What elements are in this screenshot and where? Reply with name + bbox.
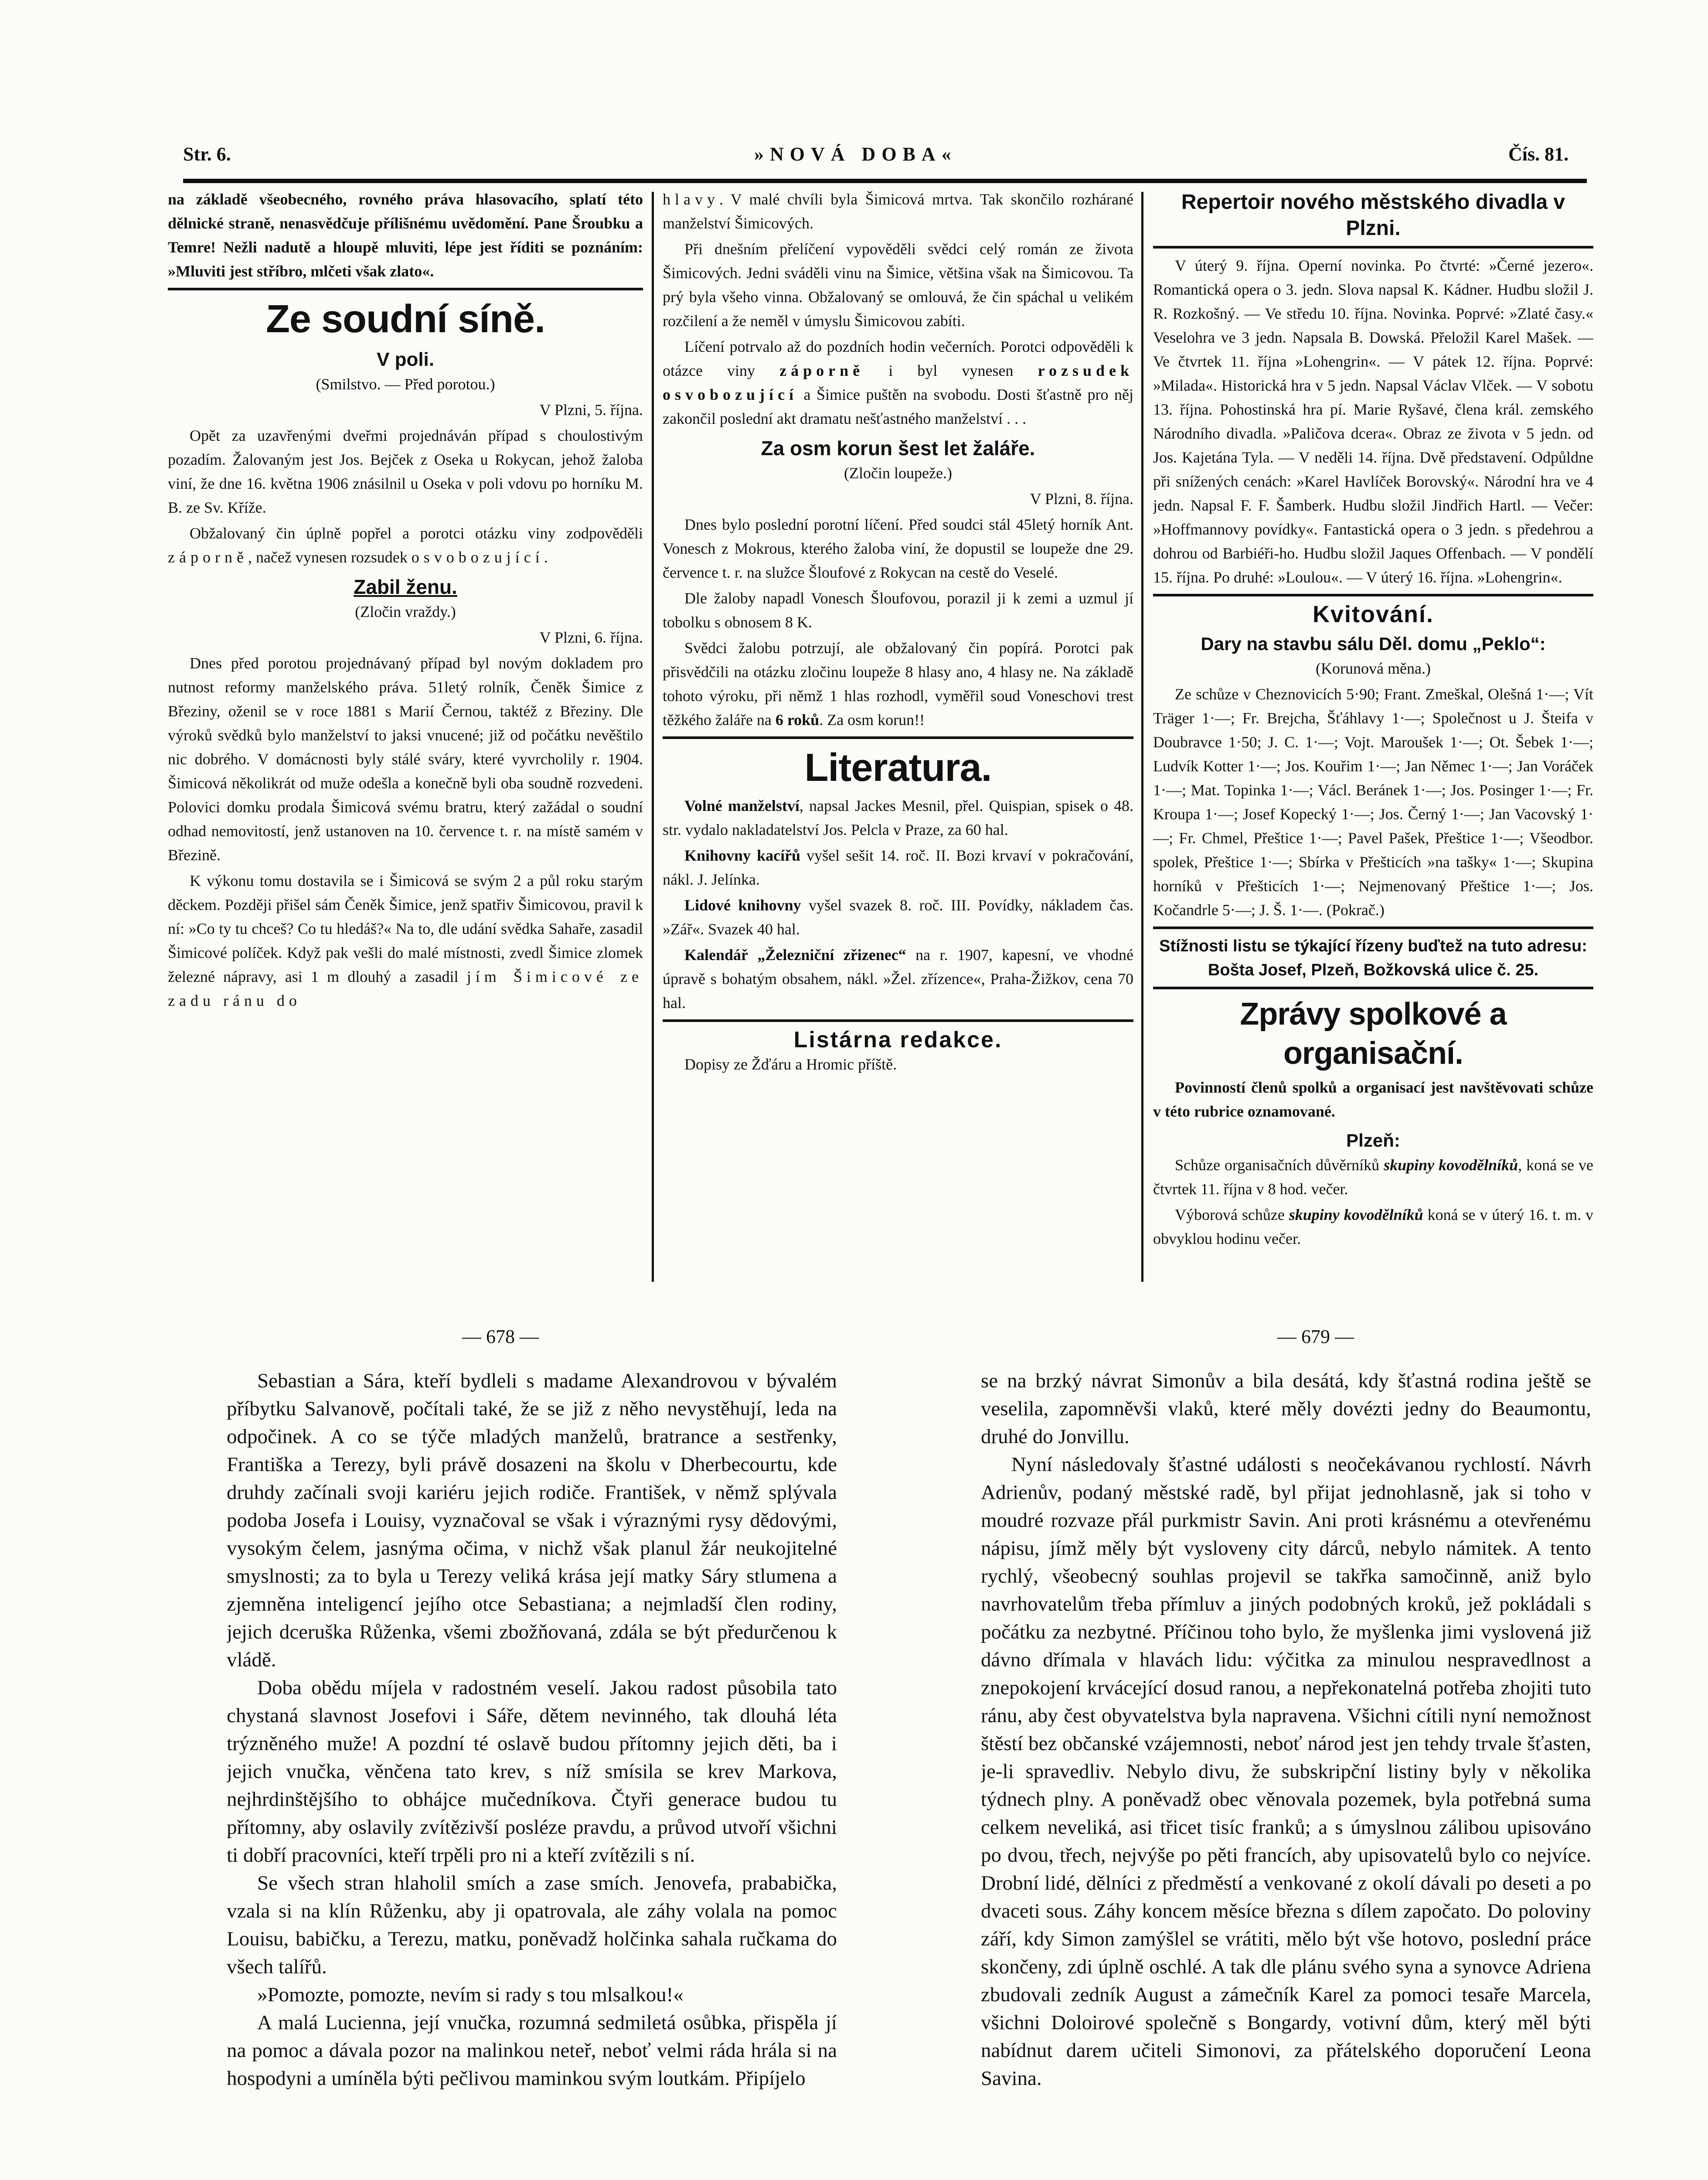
article-title-v-poli: V poli. <box>377 349 434 370</box>
article-paragraph: Líčení potrvalo až do pozdních hodin večerních. Porotci odpověděli k otázce viny záporně i byl vynesen rozsudek osvobozující a Šimice puštěn na svobodu. Dosti šťastně pro něj zakončil poslední akt dramatu nešťastného manželství . . . <box>663 338 1133 427</box>
article-paragraph: Obžalovaný čin úplně popřel a porotci otázku viny zodpověděli záporně, načež vynesen rozsudek osvobozující. <box>168 525 643 566</box>
book-page-number-left: — 678 — <box>462 1326 539 1347</box>
masthead: »NOVÁ DOBA« <box>754 143 957 165</box>
article-dateline: V Plzni, 6. října. <box>539 629 643 646</box>
section-title-kvitovani: Kvitování. <box>1312 601 1434 627</box>
intro-text: na základě všeobecného, rovného práva hlasovacího, splatí této dělnické straně, nenasvědčuje přílišnému uvědomění. Pane Šroubku a Temre! Nežli nadutě a hloupě mluviti, lépe jest říditi se poznáním: »Mluviti jest stříbro, mlčeti však zlato«. <box>168 191 643 280</box>
book-paragraph: se na brzký návrat Simonův a bila desátá, kdy šťastná rodina ještě se veselila, zapomněvši vlaků, které měly dovézti jedny do Beaumontu, druhé do Jonvillu. <box>981 1369 1591 1448</box>
divider <box>663 736 1133 739</box>
column-court <box>168 187 643 1295</box>
book-paragraph: Nyní následovaly šťastné události s neočekávanou rychlostí. Návrh Adrienův, podaný městské radě, byl přijat jednohlasně, jak si toho v moudré rozvaze přál purkmistr Savin. Ani proti krásnému a otevřenému nápisu, jímž měly být vysloveny city dárců, nebylo námitek. A tento rychlý, všeobecný souhlas projevil se takřka samočinně, aniž bylo navrhovatelům třeba přímluv a jiných podobných kroků, jež pokládali s počátku za nezbytné. Příčinou toho bylo, že myšlenka jimi vyslovená již dávno dřímala v hlavách lidu: výčitka za minulou nespravedlnost a znepokojení krvácející dosud ranou, a nepřekonatelná potřeba zhojiti tuto ránu, aby čest obyvatelstva byla napravena. Všichni cítili nyní nemožnost štěstí bez občanské vzájemnosti, neboť národ jest jen tehdy trvale šťasten, je-li spravedliv. Nebylo divu, že subskripční listiny byly v několika týdnech plny. A poněvadž obec věnovala pozemek, byla potřebná suma celkem neveliká, asi třicet tisíc franků; a s úmyslnou zálibou upisováno po dvou, třech, nejvýše po pěti francích, aby upisovatelů bylo co nejvíce. Drobní lidé, dělníci z předměstí a venkované z okolí dávali po deseti a po dvaceti sous. Záhy koncem měsíce března s dílem započato. Do poloviny září, kdy Simon zamýšlel se vrátiti, mělo být vše hotovo, poslední práce skončeny, zdi úplně oschlé. A tak dle plánu svého syna a synovce Adriena zbudovali zedník August a zámečník Karel za pomoci tesaře Marcela, všichni Doloirové společně s Bongardy, votivní dům, který měl býti nabídnut darem učiteli Simonovi, za přátelského doporučení Leona Savina. <box>981 1453 1591 2090</box>
literature-item: Volné manželství, napsal Jackes Mesnil, přel. Quispian, spisek o 48. str. vydalo nakladatelství Jos. Pelcla v Praze, za 60 hal. <box>663 797 1133 838</box>
divider <box>168 288 643 290</box>
article-paragraph: Při dnešním přelíčení vypověděli svědci celý román ze života Šimicových. Jedni sváděli vinu na Šimice, většina však na Šimicovou. Ta prý byla všeho vinna. Obžalovaný se omlouvá, že čin spáchal u velikém rozčilení a že neměl v úmyslu Šimicovou zabíti. <box>663 240 1133 330</box>
book-page-right <box>981 1367 1591 2180</box>
literature-item: Lidové knihovny vyšel svazek 8. roč. III. Povídky, nákladem čas. »Zář«. Svazek 40 hal. <box>663 896 1133 938</box>
kvitovani-subtitle: Dary na stavbu sálu Děl. domu „Peklo“: <box>1201 634 1546 654</box>
column-court-cont <box>663 187 1133 1295</box>
column-rule <box>652 192 654 1282</box>
article-paragraph: Svědci žalobu potrzují, ale obžalovaný čin popírá. Porotci pak přisvědčili na otázku zločinu loupeže 8 hlasy ano, 4 hlasy ne. Na základě tohoto výroku, při němž 1 hlas rozhodl, vyměřil soud Voneschovi trest těžkého žaláře na 6 roků. Za osm korun!! <box>663 639 1133 729</box>
header-rule <box>183 179 1587 183</box>
listarna-item: Dopisy ze Žďáru a Hromic příště. <box>684 1056 897 1073</box>
kvitovani-currency: (Korunová měna.) <box>1316 660 1431 677</box>
repertoir-text: V úterý 9. října. Operní novinka. Po čtvrté: »Černé jezero«. Romantická opera o 3. jedn. Slova napsal K. Kádner. Hudbu složil J. R. Rozkošný. — Ve středu 10. října. Novinka. Poprvé: »Zlaté časy.« Veselohra ve 3 jedn. Napsala B. Dowská. Přeložil Karel Mašek. — Ve čtvrtek 11. října »Lohengrin«. — V pátek 12. října. Poprvé: »Milada«. Historická hra v 5 jedn. Napsal Václav Vlček. — V sobotu 13. října. Pohostinská hra pí. Marie Ryšavé, člena král. zemského Národního divadla. »Paličova dcera«. Obraz ze života v 5 jedn. od Jos. Kajetána Tyla. — V neděli 14. října. Dvě představení. Odpůldne při snížených cenách: »Karel Havlíček Borovský«. Národní hra ve 4 jedn. Napsal F. F. Šamberk. Hudbu složil Jindřich Hartl. — Večer: »Hoffmannovy povídky«. Fantastická opera o 3 jedn. s předehrou a dohrou od Barbiéři-ho. Hudbu složil Jaques Offenbach. — V pondělí 15. října. Po druhé: »Loulou«. — V úterý 16. října. »Lohengrin«. <box>1153 257 1593 586</box>
divider <box>1153 246 1593 249</box>
book-paragraph: Doba obědu míjela v radostném veselí. Jakou radost působila tato chystaná slavnost Josefovi i Sáře, dětem nevinného, tak dlouhá léta trýzněného muže! A pozdní té oslavě budou přítomny jejich děti, ba i jejich vnučka, věnčena tato krev, s níž smísila se krev Markova, nejhrdinštějšího to obhájce mučedníkova. Čtyři generace budou tu přítomny, aby oslavily zvítězivší posléze pravdu, a průvod utvoří všichni ti dobří pracovníci, kteří trpěli pro ni a kteří zvítězili s ní. <box>227 1676 837 1867</box>
org-city: Plzeň: <box>1346 1130 1400 1151</box>
section-title-spolkove: Zprávy spolkové a organisační. <box>1240 997 1507 1071</box>
article-subtitle: (Smilstvo. — Před porotou.) <box>316 375 495 393</box>
book-paragraph: A malá Lucienna, její vnučka, rozumná sedmiletá osůbka, přispěla jí na pomoc a dávala pozor na malinkou neteř, neboť velmi ráda hrála si na hospodyni a umíněla býti pečlivou maminkou svým loutkám. Připíjelo <box>227 2011 837 2090</box>
article-dateline: V Plzni, 8. října. <box>1030 490 1133 508</box>
section-title-court: Ze soudní síně. <box>265 297 545 341</box>
column-rule <box>1141 192 1143 1282</box>
notice-address: Stížnosti listu se týkající řízeny buďtež na tuto adresu: Bošta Josef, Plzeň, Božkovská ulice č. 25. <box>1159 937 1587 979</box>
issue-number: Čís. 81. <box>1508 143 1569 165</box>
article-subtitle: (Zločin loupeže.) <box>844 464 952 482</box>
book-paragraph: Se všech stran hlaholil smích a zase smích. Jenovefa, prababička, vzala si na klín Růženku, aby ji opatrovala, ale záhy volala na pomoc Louisu, babičku, a Terezu, matku, poněvadž holčinka sahala ručkama do všech talířů. <box>227 1872 837 1978</box>
section-title-literatura: Literatura. <box>804 746 992 790</box>
article-paragraph: Dnes před porotou projednávaný případ byl novým dokladem pro nutnost reformy manželského práva. 51letý rolník, Čeněk Šimice z Březiny, oženil se v roce 1881 s Marií Černou, taktéž z Březiny. Dle výroků svědků bylo manželství to jaksi vnucené; již od počátku nevěštilo nic dobrého. V domácnosti byly stálé sváry, které vyvrcholily r. 1904. Šimicová několikrát od muže odešla a konečně byli oba soudně rozvedeni. Polovici domku prodala Šimicová svému bratru, který zažádal o soudní odhad nemovitostí, jenž ustanoven na 10. července t. r. na místě samém v Březině. <box>168 654 643 864</box>
article-dateline: V Plzni, 5. října. <box>539 401 643 419</box>
book-page-left <box>227 1367 837 2180</box>
section-title-listarna: Listárna redakce. <box>793 1027 1003 1053</box>
divider <box>1153 987 1593 989</box>
literature-item: Knihovny kacířů vyšel sešit 14. roč. II. Bozi krvaví v pokračování, nákl. J. Jelínka. <box>663 847 1133 888</box>
org-item: Výborová schůze skupiny kovodělníků koná se v úterý 16. t. m. v obvyklou hodinu večer. <box>1153 1206 1593 1247</box>
book-paragraph: Sebastian a Sára, kteří bydleli s madame Alexandrovou v bývalém příbytku Salvanově, počítali také, že se již z něho nevystěhují, leda na odpočinek. A co se týče mladých manželů, bratrance a sestřenky, Františka a Terezy, byli právě dosazeni na školu v Dherbecourtu, kde druhdy začínali svoji kariéru jejich rodiče. František, v němž splývala podoba Josefa i Louisy, vyznačoval se však i výraznými rysy dědovými, vysokým čelem, jasnýma očima, v nichž však planul žár neukojitelné smyslnosti; za to byla u Terezy veliká krása její matky Sáry stlumena a zjemněna inteligencí jejího otce Sebastiana; a nejmladší člen rodiny, jejich dceruška Růženka, všemi zbožňovaná, zdála se být předurčenou k vládě. <box>227 1369 837 1671</box>
book-paragraph: »Pomozte, pomozte, nevím si rady s tou mlsalkou!« <box>257 1983 684 2006</box>
divider <box>1153 926 1593 929</box>
kvitovani-list: Ze schůze v Cheznovicích 5·90; Frant. Zmeškal, Olešná 1·—; Vít Träger 1·—; Fr. Brejcha, Šťáhlavy 1·—; Společnost u J. Šteifa v Doubravce 1·50; J. C. 1·—; Vojt. Maroušek 1·—; Ot. Šebek 1·—; Ludvík Kotter 1·—; Jos. Kouřim 1·—; Jan Němec 1·—; Jan Voráček 1·—; Mat. Topinka 1·—; Václ. Beránek 1·—; Jos. Posinger 1·—; Fr. Kroupa 1·—; Josef Kopecký 1·—; Jos. Černý 1·—; Jan Vacovský 1·—; Fr. Chmel, Přeštice 1·—; Pavel Pašek, Přeštice 1·—; Všeodbor. spolek, Přeštice 1·—; Sbírka v Přešticích »na tašky« 1·—; Skupina horníků v Přešticích 1·—; Nejmenovaný Přeštice 1·—; Jos. Kočandrle 5·—; J. Š. 1·—. (Pokrač.) <box>1153 685 1593 919</box>
article-title-zabil-zenu: Zabil ženu. <box>354 576 457 598</box>
article-paragraph: Opět za uzavřenými dveřmi projednáván případ s choulostivým pozadím. Žalovaným jest Jos. Bejček z Oseka u Rokycan, jehož žaloba viní, že dne 16. května 1906 znásilnil u Oseka v poli vdovu po horníku M. B. ze Sv. Kříže. <box>168 427 643 516</box>
section-title-repertoir: Repertoir nového městského divadla v Plzni. <box>1181 191 1565 240</box>
literature-item: Kalendář „Železniční zřizenec“ na r. 1907, kapesní, ve vhodné úpravě s bohatým obsahem, nákl. »Žel. zřízence«, Praha-Žižkov, cena 70 hal. <box>663 946 1133 1012</box>
article-subtitle: (Zločin vraždy.) <box>355 603 456 620</box>
column-notices <box>1153 187 1593 1295</box>
org-item: Schůze organisačních důvěrníků skupiny kovodělníků, koná se ve čtvrtek 11. října v 8 hod. večer. <box>1153 1156 1593 1198</box>
page-number-left: Str. 6. <box>183 143 231 165</box>
org-intro: Povinností členů spolků a organisací jest navštěvovati schůze v této rubrice oznamované. <box>1153 1079 1593 1120</box>
article-paragraph: hlavy. V malé chvíli byla Šimicová mrtva. Tak skončilo rozhárané manželství Šimicových. <box>663 191 1133 232</box>
article-title-za-osm-korun: Za osm korun šest let žaláře. <box>761 437 1035 460</box>
article-paragraph: Dle žaloby napadl Vonesch Šloufovou, porazil ji k zemi a uzmul jí tobolku s obnosem 8 K. <box>663 589 1133 631</box>
divider <box>663 1019 1133 1022</box>
book-page-number-right: — 679 — <box>1277 1326 1354 1347</box>
divider <box>1153 594 1593 596</box>
article-paragraph: K výkonu tomu dostavila se i Šimicová se svým 2 a půl roku starým děckem. Později přišel sám Čeněk Šimice, jenž spatřiv Šimicovou, pravil k ní: »Co ty tu chceš? Co tu hledáš?« Na to, dle udání svědka Sahaře, zasadil Šimicové políček. Když pak vešli do malé místnosti, zvedl Šimice zlomek železné nápravy, asi 1 m dlouhý a zasadil jím Šimicové ze zadu ránu do <box>168 872 643 1009</box>
article-paragraph: Dnes bylo poslední porotní líčení. Před soudci stál 45letý horník Ant. Vonesch z Mokrous, kterého žaloba viní, že dopustil se loupeže dne 29. července t. r. na služce Šloufové z Rokycan na cestě do Veselé. <box>663 516 1133 581</box>
